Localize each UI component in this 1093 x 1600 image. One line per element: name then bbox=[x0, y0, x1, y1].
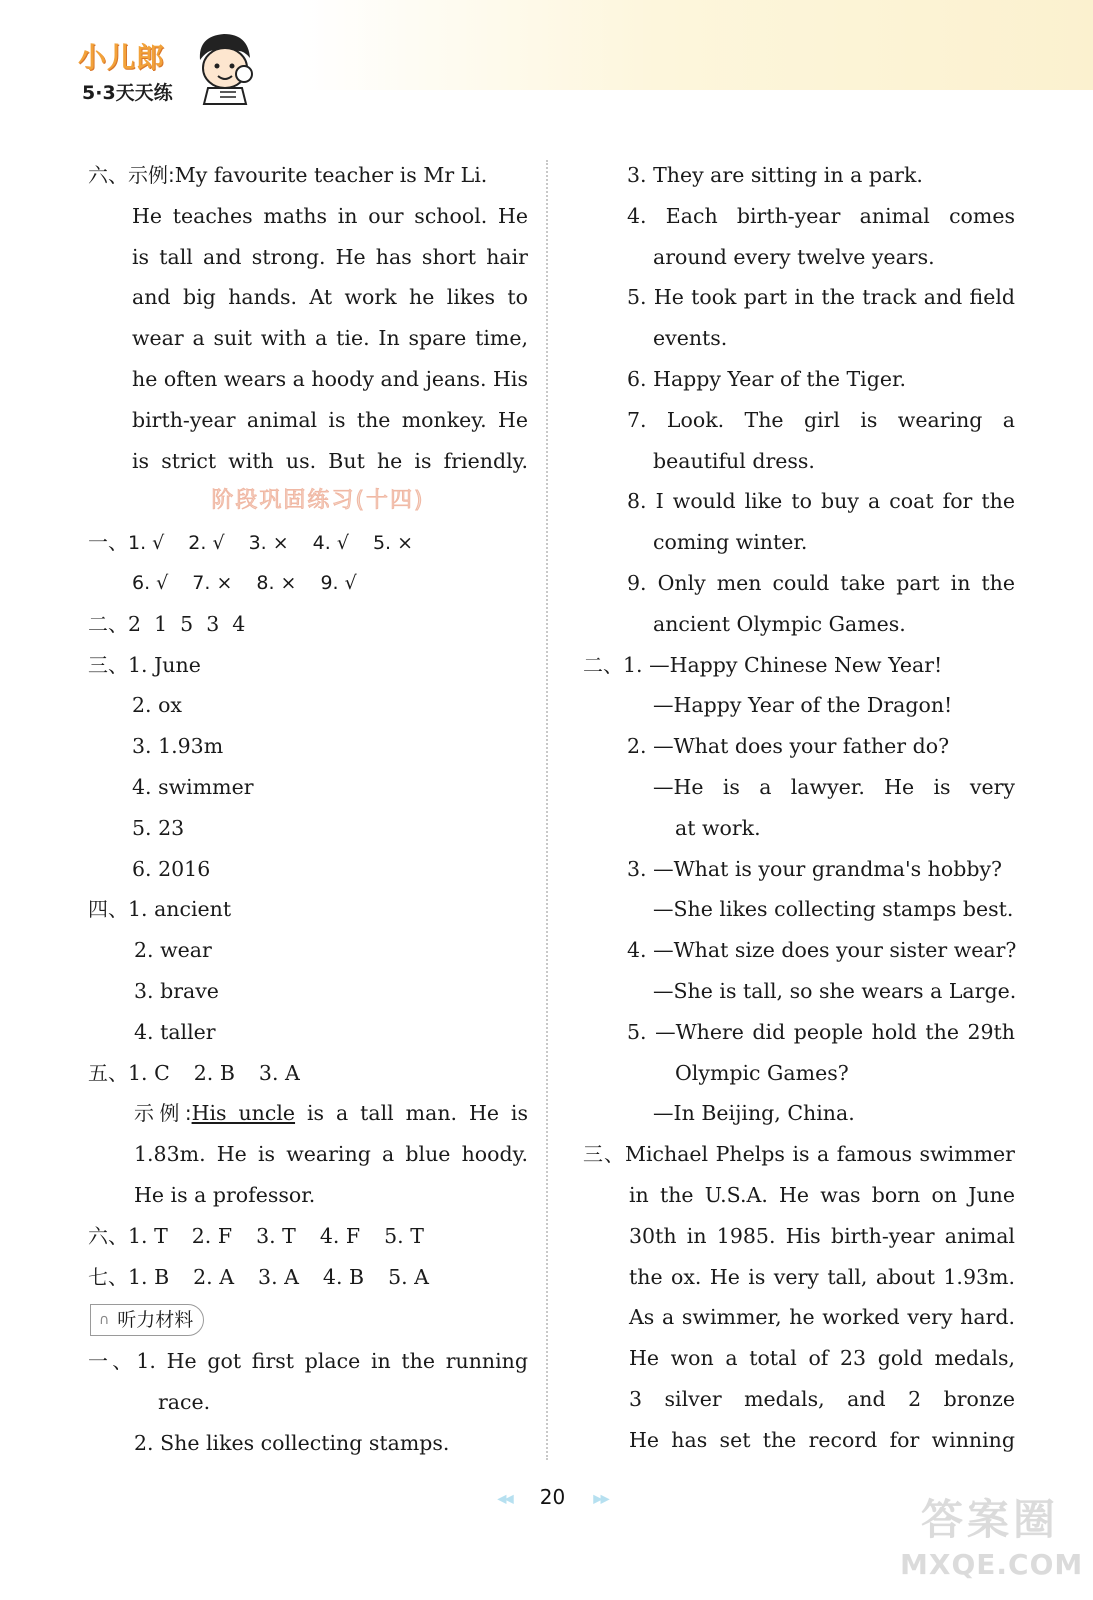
q4-row bbox=[88, 889, 528, 930]
listen-line: events. bbox=[653, 326, 728, 351]
listen-line: 3. They are sitting in a park. bbox=[627, 163, 923, 187]
right-column bbox=[583, 155, 1015, 1461]
q3-passage-line bbox=[583, 1134, 1015, 1175]
dialog-line: —She likes collecting stamps best. bbox=[653, 897, 1014, 922]
listen-line: 6. Happy Year of the Tiger. bbox=[627, 366, 907, 391]
listen-line: race. bbox=[158, 1390, 211, 1415]
dialog-text: 1. —Happy Chinese New Year! bbox=[623, 652, 943, 677]
answer: 9. √ bbox=[320, 571, 357, 594]
answer: 7. × bbox=[192, 571, 233, 594]
q4-label: 四、 bbox=[88, 897, 128, 922]
q1-row bbox=[88, 522, 528, 563]
listening-label: 听力材料 bbox=[117, 1309, 194, 1332]
answer: 1. T bbox=[128, 1223, 168, 1248]
essay-line: and big hands. At work he likes to bbox=[132, 285, 528, 310]
listen-line: 2. She likes collecting stamps. bbox=[134, 1430, 450, 1455]
essay-line: he often wears a hoody and jeans. His bbox=[132, 366, 528, 391]
column-divider bbox=[546, 160, 548, 1460]
listen-q1-label: 一、 bbox=[88, 1349, 137, 1374]
answer: 2. B bbox=[193, 1060, 235, 1085]
q1-row bbox=[88, 563, 528, 604]
list-item: 3. 1.93m bbox=[132, 734, 224, 759]
list-item: 3. brave bbox=[134, 978, 219, 1003]
dialog-line: 2. —What does your father do? bbox=[627, 734, 950, 759]
passage-text: Michael Phelps is a famous swimmer bbox=[624, 1142, 1015, 1167]
q5-example-line: He is a professor. bbox=[134, 1182, 316, 1207]
answer: 5. T bbox=[384, 1223, 424, 1248]
answer: 4. F bbox=[319, 1223, 361, 1248]
listen-line: 5. He took part in the track and field bbox=[627, 285, 1015, 310]
list-item: 1. ancient bbox=[128, 897, 232, 922]
brand-logo bbox=[78, 30, 258, 110]
list-item: 4. taller bbox=[134, 1019, 216, 1044]
q5-label: 五、 bbox=[88, 1060, 128, 1085]
answer: 3. A bbox=[258, 1060, 300, 1085]
answer: 1. √ bbox=[128, 532, 165, 555]
essay-line: is strict with us. But he is friendly. bbox=[132, 448, 528, 473]
list-item: 1. June bbox=[128, 652, 201, 677]
answer: 2. A bbox=[193, 1264, 235, 1289]
dialog-line: 5. —Where did people hold the 29th bbox=[627, 1019, 1015, 1044]
list-item: 4. swimmer bbox=[132, 774, 254, 799]
answer: 3. A bbox=[258, 1264, 299, 1289]
q7-row bbox=[88, 1257, 528, 1298]
listen-line bbox=[88, 1341, 528, 1382]
q6-label: 六、 bbox=[88, 1223, 128, 1248]
example-label: 示例: bbox=[128, 163, 175, 187]
listen-line: 7. Look. The girl is wearing a bbox=[627, 407, 1015, 432]
answer: 2. √ bbox=[188, 532, 225, 555]
passage-line: 3 silver medals, and 2 bronze bbox=[629, 1386, 1015, 1411]
q2-row bbox=[88, 604, 528, 645]
q6-row bbox=[88, 1216, 528, 1257]
list-item: 2. wear bbox=[134, 938, 212, 963]
brand-name: 小儿郎 bbox=[78, 41, 166, 74]
listen-line: 4. Each birth-year animal comes bbox=[627, 203, 1015, 228]
passage-line: the ox. He is very tall, about 1.93m. bbox=[629, 1264, 1015, 1289]
headphone-icon: ∩ bbox=[99, 1312, 110, 1329]
q3-row bbox=[88, 645, 528, 686]
passage-line: 30th in 1985. His birth-year animal bbox=[629, 1223, 1015, 1248]
q2-label: 二、 bbox=[88, 611, 128, 636]
section-title: 阶段巩固练习(十四) bbox=[211, 488, 425, 514]
list-item: 5. 23 bbox=[132, 815, 185, 840]
prev-arrows-icon: ◀◀ bbox=[497, 1491, 512, 1506]
listen-line: coming winter. bbox=[653, 530, 808, 555]
q5-example-line: 1.83m. He is wearing a blue hoody. bbox=[134, 1142, 528, 1167]
q2-answer: 2 1 5 3 4 bbox=[128, 611, 246, 636]
listen-line: 8. I would like to buy a coat for the bbox=[627, 489, 1015, 514]
essay-line: He teaches maths in our school. He bbox=[132, 203, 528, 228]
answer: 6. √ bbox=[132, 571, 169, 594]
essay-line: wear a suit with a tie. In spare time, bbox=[132, 326, 528, 351]
next-arrows-icon: ▶▶ bbox=[593, 1491, 608, 1506]
boy-mascot-icon bbox=[190, 30, 260, 106]
listen-line: beautiful dress. bbox=[653, 448, 815, 473]
q7-label: 七、 bbox=[88, 1264, 128, 1289]
example-text: is a tall man. He is bbox=[295, 1101, 528, 1126]
passage-line: He has set the record for winning bbox=[629, 1427, 1015, 1452]
q3-label: 三、 bbox=[88, 652, 128, 677]
list-item: 6. 2016 bbox=[132, 856, 211, 881]
passage-line: in the U.S.A. He was born on June bbox=[629, 1182, 1015, 1207]
left-column bbox=[88, 155, 528, 1464]
q6-label: 六、 bbox=[88, 163, 128, 187]
essay-line: My favourite teacher is Mr Li. bbox=[174, 163, 488, 187]
passage-line: He won a total of 23 gold medals, bbox=[629, 1346, 1015, 1371]
dialog-line: —Happy Year of the Dragon! bbox=[653, 693, 953, 718]
series-name: 5·3天天练 bbox=[82, 82, 173, 104]
dialog-line: 4. —What size does your sister wear? bbox=[627, 938, 1017, 963]
q5-row bbox=[88, 1053, 528, 1094]
dialog-line: at work. bbox=[675, 815, 761, 840]
answer: 1. B bbox=[128, 1264, 170, 1289]
example-label: 示例: bbox=[134, 1101, 192, 1126]
answer: 4. √ bbox=[312, 532, 349, 555]
essay-line: birth-year animal is the monkey. He bbox=[132, 407, 528, 432]
answer: 3. × bbox=[248, 532, 289, 555]
q2-label: 二、 bbox=[583, 652, 623, 677]
listen-line: around every twelve years. bbox=[653, 244, 935, 269]
watermark-main: 答案圈 bbox=[920, 1495, 1059, 1544]
q1-label: 一、 bbox=[88, 530, 128, 555]
dialog-line: Olympic Games? bbox=[675, 1060, 849, 1085]
answer: 8. × bbox=[256, 571, 297, 594]
answer: 3. T bbox=[256, 1223, 296, 1248]
listen-line: 9. Only men could take part in the bbox=[627, 570, 1015, 595]
watermark-url: MXQE.COM bbox=[900, 1548, 1084, 1581]
answer: 1. C bbox=[128, 1060, 170, 1085]
q3-label: 三、 bbox=[583, 1142, 625, 1167]
dialog-line: —She is tall, so she wears a Large. bbox=[653, 978, 1017, 1003]
watermark bbox=[900, 1492, 1084, 1592]
dialog-line: 3. —What is your grandma's hobby? bbox=[627, 856, 1003, 881]
essay-line: is tall and strong. He has short hair bbox=[132, 244, 528, 269]
q5-example-line bbox=[88, 1093, 528, 1134]
q2-dialog-line bbox=[583, 645, 1015, 686]
passage-line: As a swimmer, he worked very hard. bbox=[629, 1305, 1015, 1330]
answer: 5. A bbox=[388, 1264, 429, 1289]
answer: 5. × bbox=[372, 532, 414, 555]
dialog-line: —He is a lawyer. He is very bbox=[653, 774, 1015, 799]
listen-line: ancient Olympic Games. bbox=[653, 611, 906, 636]
essay-first-line bbox=[88, 155, 528, 196]
page-number: 20 bbox=[539, 1485, 566, 1509]
header-glow bbox=[300, 0, 1093, 90]
answer: 2. F bbox=[191, 1223, 233, 1248]
listening-material-tag bbox=[90, 1304, 204, 1336]
listen-text: 1. He got first place in the running bbox=[136, 1349, 528, 1374]
dialog-line: —In Beijing, China. bbox=[653, 1101, 855, 1126]
list-item: 2. ox bbox=[132, 693, 182, 718]
underlined-answer: His uncle bbox=[191, 1101, 296, 1126]
answer: 4. B bbox=[322, 1264, 365, 1289]
